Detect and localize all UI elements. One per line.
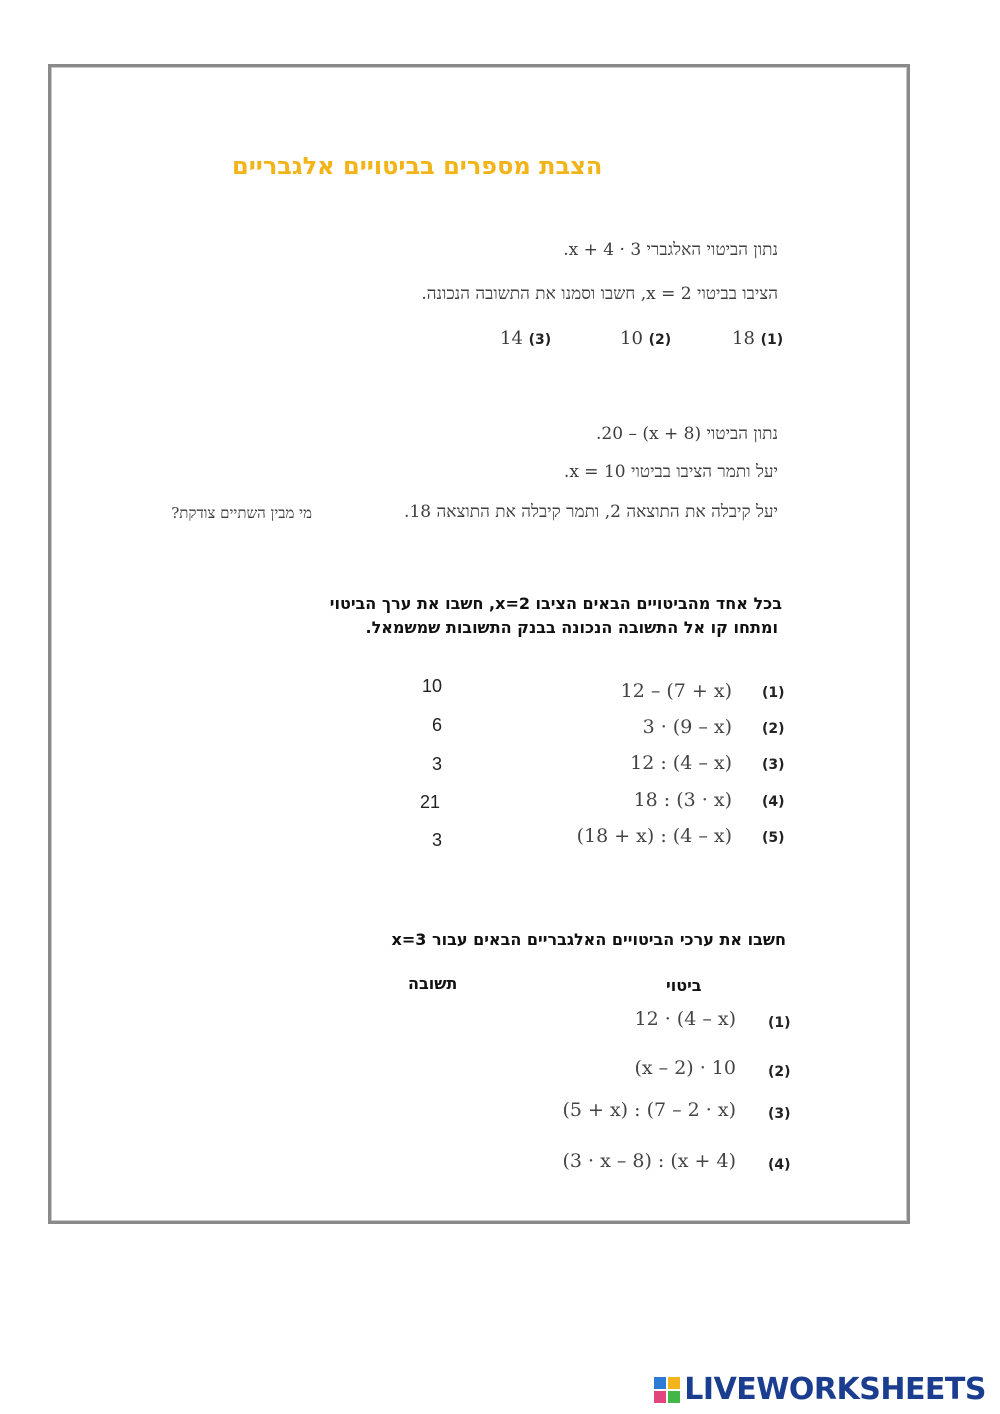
section4-instruction: חשבו את ערכי הביטויים האלגבריים הבאים עבור x=3: [391, 930, 786, 949]
expression: 3 · (9 – x): [642, 716, 732, 738]
expression: (5 + x) : (7 – 2 · x): [562, 1099, 736, 1121]
item-number: (5): [762, 830, 785, 846]
section1-option-3[interactable]: [500, 328, 551, 349]
item-number: (2): [768, 1064, 791, 1080]
answer-bank-item[interactable]: 3: [431, 754, 442, 774]
section2-line2: יעל ותמר הציבו בביטוי x = 10.: [563, 462, 778, 482]
section2-question: מי מבין השתיים צודקת?: [171, 504, 312, 522]
expression: 18 : (3 · x): [633, 789, 732, 811]
column-header-expression: ביטוי: [666, 976, 702, 995]
section2-line3: יעל קיבלה את התוצאה 2, ותמר קיבלה את התוצאה 18.: [404, 502, 778, 522]
liveworksheets-logo[interactable]: [654, 1372, 986, 1407]
section2-line1: נתון הביטוי (x + 8) – 20.: [596, 424, 778, 444]
option-number: (2): [648, 332, 672, 348]
option-value: 18: [732, 328, 755, 349]
item-number: (1): [768, 1015, 791, 1031]
option-number: (1): [760, 332, 784, 348]
answer-bank-item[interactable]: 21: [419, 792, 440, 812]
section3-instruction-2: ומתחו קו אל התשובה הנכונה בבנק התשובות שמשמאל.: [365, 618, 778, 637]
item-number: (4): [768, 1157, 791, 1173]
answer-bank-item[interactable]: 6: [431, 715, 442, 735]
option-value: 14: [500, 328, 523, 349]
section3-instruction-1: בכל אחד מהביטויים הבאים הציבו x=2, חשבו את ערך הביטוי: [329, 594, 782, 613]
option-value: 10: [620, 328, 643, 349]
expression: (3 · x – 8) : (x + 4): [562, 1150, 736, 1172]
answer-bank-item[interactable]: 10: [421, 676, 442, 696]
item-number: (1): [762, 685, 785, 701]
item-number: (4): [762, 794, 785, 810]
section1-line1: נתון הביטוי האלגברי 3 · x + 4.: [563, 240, 778, 260]
column-header-answer: תשובה: [408, 974, 458, 993]
section1-option-2[interactable]: [620, 328, 671, 349]
item-number: (2): [762, 721, 785, 737]
logo-mark-icon: [654, 1377, 680, 1403]
item-number: (3): [762, 757, 785, 773]
item-number: (3): [768, 1106, 791, 1122]
section1-line2: הציבו בביטוי x = 2, חשבו וסמנו את התשובה הנכונה.: [421, 284, 778, 304]
expression: 12 · (4 – x): [634, 1008, 736, 1030]
option-number: (3): [528, 332, 552, 348]
expression: (x – 2) · 10: [634, 1057, 736, 1079]
brand-text: LIVEWORKSHEETS: [684, 1372, 986, 1407]
answer-bank-item[interactable]: 3: [431, 830, 442, 850]
section1-option-1[interactable]: [732, 328, 783, 349]
expression: 12 – (7 + x): [620, 680, 732, 702]
expression: (18 + x) : (4 – x): [576, 825, 732, 847]
page-title: הצבת מספרים בביטויים אלגבריים: [232, 152, 603, 180]
expression: 12 : (4 – x): [630, 752, 732, 774]
worksheet-frame: [48, 64, 910, 1224]
